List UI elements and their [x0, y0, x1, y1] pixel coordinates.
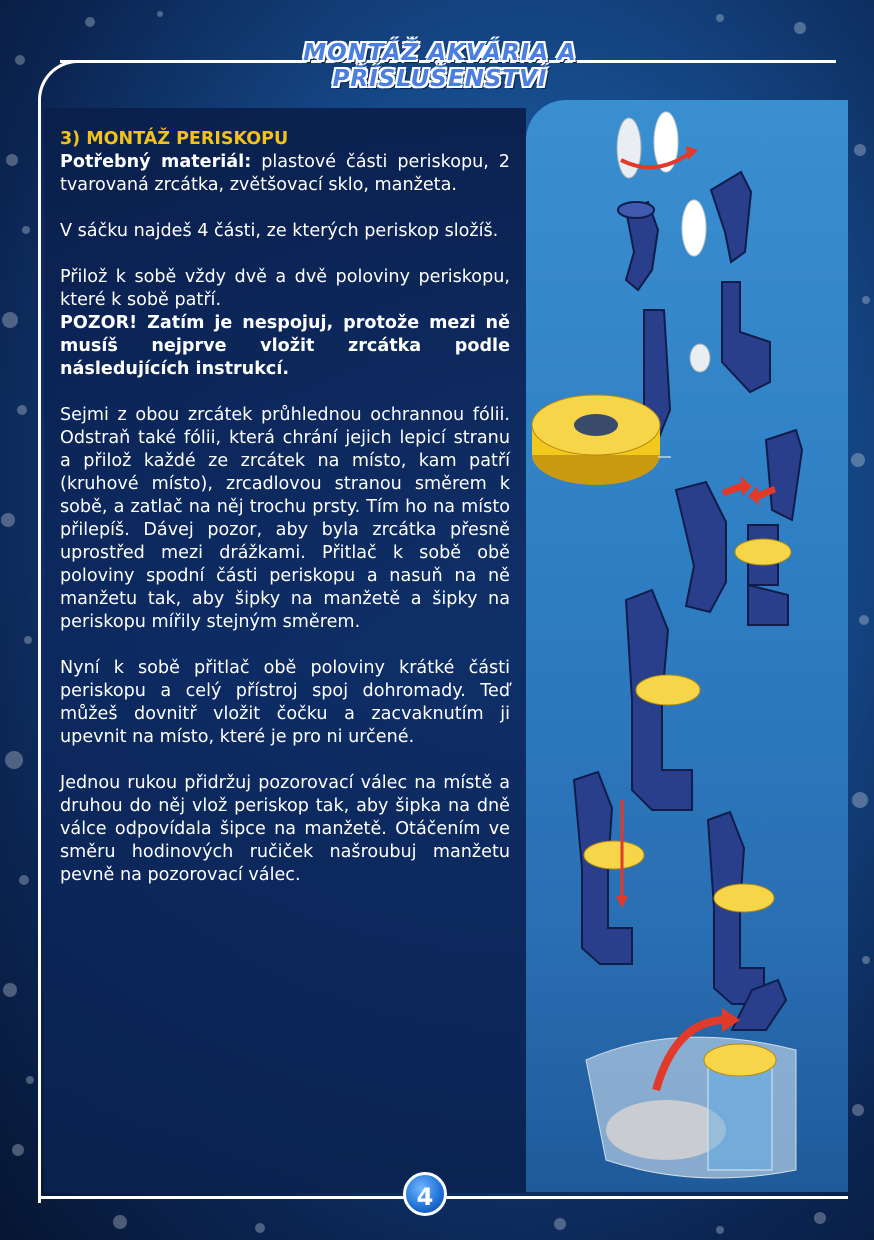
red-arrows-icon	[722, 476, 776, 506]
warning-paragraph: POZOR! Zatím je nespojuj, protože mezi ně musíš nejprve vložit zrcátka podle následujících instrukcí.	[60, 313, 510, 379]
material-label: Potřebný materiál:	[60, 152, 252, 172]
paragraph-4: Nyní k sobě přitlač obě poloviny krátké části periskopu a celý přístroj spoj dohromady. Teď můžeš dovnitř vložit čočku a zacvaknutím ji upevnit na místo, které je pro ni určené.	[60, 658, 510, 747]
paragraph-3: Sejmi z obou zrcátek průhlednou ochrannou fólii. Odstraň také fólii, která chrání jejich lepicí stranu a přilož každé ze zrcátek na místo, kam patří (kruhové místo), zrcadlovou stranou směrem k sobě, a zatlač na něj trochu prsty. Tím ho na místo přilepíš. Dávej pozor, aby byla zrcátka přesně uprostřed mezi drážkami. Přitlač k sobě obě poloviny spodní části periskopu a nasuň na ně manžetu tak, aby šipky na manžetě a šipky na periskopu mířily stejným směrem.	[60, 405, 510, 632]
assembly-step-3-icon	[626, 590, 700, 810]
assembly-step-2-icon	[676, 430, 802, 625]
paragraph-1: V sáčku najdeš 4 části, ze kterých periskop složíš.	[60, 221, 499, 241]
section-heading: 3) MONTÁŽ PERISKOPU	[60, 129, 289, 149]
collar-icon	[532, 395, 671, 485]
instructions-content	[60, 128, 510, 910]
mirror-icon	[682, 200, 706, 256]
periscope-assembly-illustration	[526, 100, 848, 1192]
aquarium-icon	[586, 980, 796, 1178]
illustration-panel	[526, 100, 848, 1192]
mirrors-icon	[617, 112, 698, 178]
page-header-title: MONTÁŽ AKVÁRIA A PŘÍSLUŠENSTVÍ	[303, 40, 577, 92]
collar-small-icon	[735, 539, 791, 565]
paragraph-2: Přilož k sobě vždy dvě a dvě poloviny periskopu, které k sobě patří.	[60, 267, 510, 310]
material-text: plastové části periskopu, 2 tvarovaná zrcátka, zvětšovací sklo, manžeta.	[60, 152, 510, 195]
lens-icon	[690, 344, 710, 372]
page-number-badge: 4	[403, 1172, 447, 1216]
paragraph-5: Jednou rukou přidržuj pozorovací válec na místě a druhou do něj vlož periskop tak, aby šipka na dně válce odpovídala šipce na manžetě. Otáčením ve směru hodinových ručiček našroubuj manžetu pevně na pozorovací válec.	[60, 773, 510, 885]
